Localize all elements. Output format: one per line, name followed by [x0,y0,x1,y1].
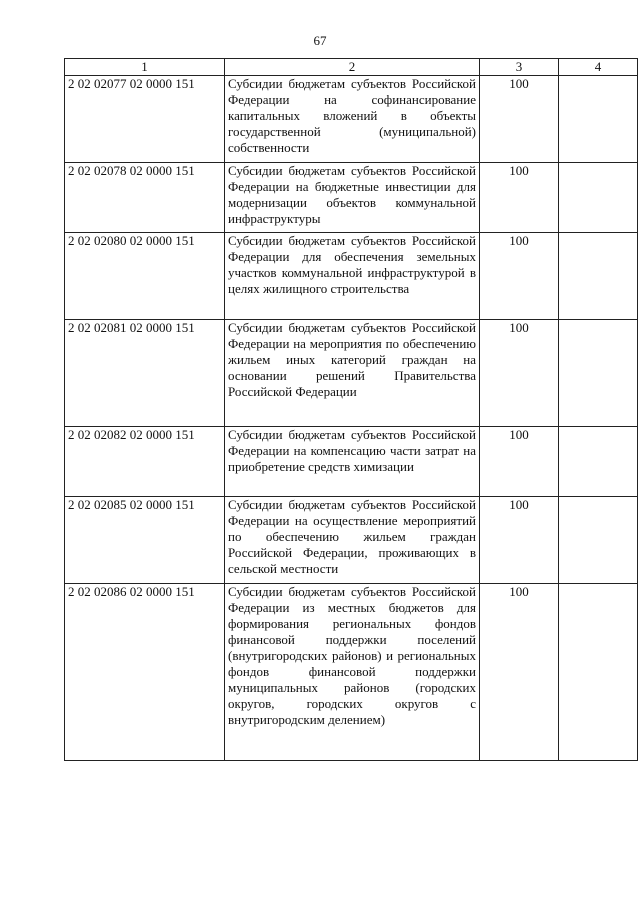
table-row [65,584,638,761]
table-row [65,163,638,233]
row-value-col4 [559,320,638,427]
table-row [65,497,638,584]
row-value-col4 [559,163,638,233]
row-value-col3: 100 [480,497,559,584]
classification-code: 2 02 02080 02 0000 151 [65,233,225,320]
row-description: Субсидии бюджетам субъектов Российской Федерации на софинансирование капитальных вложений в объекты государственной (муниципальной) собственности [225,76,480,163]
table-row [65,427,638,497]
row-description: Субсидии бюджетам субъектов Российской Федерации для обеспечения земельных участков коммунальной инфраструктурой в целях жилищного строительства [225,233,480,320]
page-number: 67 [313,33,327,48]
row-value-col3: 100 [480,163,559,233]
column-header-2: 2 [225,59,480,76]
row-value-col4 [559,427,638,497]
row-description: Субсидии бюджетам субъектов Российской Федерации из местных бюджетов для формирования региональных фондов финансовой поддержки поселений (внутригородских районов) и региональных фондов финансовой поддержки муниципальных районов (городских округов, городских округов с внутригородским делением) [225,584,480,761]
column-header-4: 4 [559,59,638,76]
classification-code: 2 02 02081 02 0000 151 [65,320,225,427]
classification-code: 2 02 02086 02 0000 151 [65,584,225,761]
row-description: Субсидии бюджетам субъектов Российской Федерации на мероприятия по обеспечению жильем иных категорий граждан на основании решений Правительства Российской Федерации [225,320,480,427]
row-value-col4 [559,76,638,163]
row-description: Субсидии бюджетам субъектов Российской Федерации на осуществление мероприятий по обеспечению жильем граждан Российской Федерации, проживающих в сельской местности [225,497,480,584]
row-value-col3: 100 [480,584,559,761]
classification-code: 2 02 02085 02 0000 151 [65,497,225,584]
row-description: Субсидии бюджетам субъектов Российской Федерации на бюджетные инвестиции для модернизации объектов коммунальной инфраструктуры [225,163,480,233]
classification-code: 2 02 02082 02 0000 151 [65,427,225,497]
classification-code: 2 02 02077 02 0000 151 [65,76,225,163]
budget-classification-table [64,58,638,761]
column-header-3: 3 [480,59,559,76]
classification-code: 2 02 02078 02 0000 151 [65,163,225,233]
column-header-1: 1 [65,59,225,76]
row-value-col4 [559,233,638,320]
table-row [65,233,638,320]
table-header-row [65,59,638,76]
row-value-col3: 100 [480,233,559,320]
row-value-col4 [559,584,638,761]
row-value-col3: 100 [480,320,559,427]
row-description: Субсидии бюджетам субъектов Российской Федерации на компенсацию части затрат на приобретение средств химизации [225,427,480,497]
row-value-col3: 100 [480,76,559,163]
table-row [65,320,638,427]
row-value-col3: 100 [480,427,559,497]
row-value-col4 [559,497,638,584]
table-row [65,76,638,163]
